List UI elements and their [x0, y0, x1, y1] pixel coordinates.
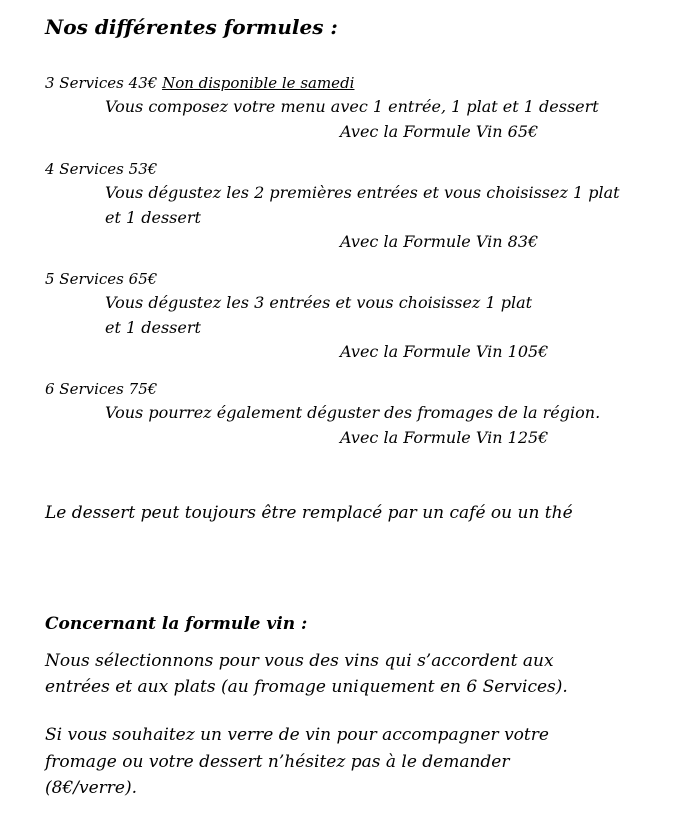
vin-paragraph-line: entrées et aux plats (au fromage uniquement en 6 Services).: [45, 677, 568, 697]
vin-paragraph-line: Si vous souhaitez un verre de vin pour accompagner votre: [45, 725, 549, 745]
vin-paragraph-line: Nous sélectionnons pour vous des vins qui s’accordent aux: [45, 651, 554, 671]
dessert-note: Le dessert peut toujours être remplacé par un café ou un thé: [45, 503, 573, 523]
formule-4-services: 4 Services 53€: [45, 160, 158, 178]
formule-description-cont: et 1 dessert: [105, 318, 201, 337]
formule-vin-price: Avec la Formule Vin 105€: [340, 342, 549, 361]
formule-vin-price: Avec la Formule Vin 83€: [340, 232, 539, 251]
formule-description: Vous dégustez les 3 entrées et vous choisissez 1 plat: [105, 293, 533, 312]
formule-price: 3 Services 43€: [45, 74, 158, 92]
page-title: Nos différentes formules :: [45, 15, 338, 39]
formule-3-services: [45, 74, 354, 92]
formule-description: Vous composez votre menu avec 1 entrée, 1 plat et 1 dessert: [105, 97, 599, 116]
formule-description: Vous dégustez les 2 premières entrées et vous choisissez 1 plat: [105, 183, 620, 202]
formule-vin-price: Avec la Formule Vin 65€: [340, 122, 539, 141]
formule-vin-price: Avec la Formule Vin 125€: [340, 428, 549, 447]
formule-6-services: 6 Services 75€: [45, 380, 158, 398]
vin-paragraph-line: fromage ou votre dessert n’hésitez pas à le demander: [45, 752, 510, 772]
formule-description: Vous pourrez également déguster des fromages de la région.: [105, 403, 601, 422]
availability-note: Non disponible le samedi: [162, 74, 355, 92]
formule-5-services: 5 Services 65€: [45, 270, 158, 288]
vin-paragraph-line: (8€/verre).: [45, 778, 138, 798]
vin-section-heading: Concernant la formule vin :: [45, 614, 308, 634]
formule-description-cont: et 1 dessert: [105, 208, 201, 227]
